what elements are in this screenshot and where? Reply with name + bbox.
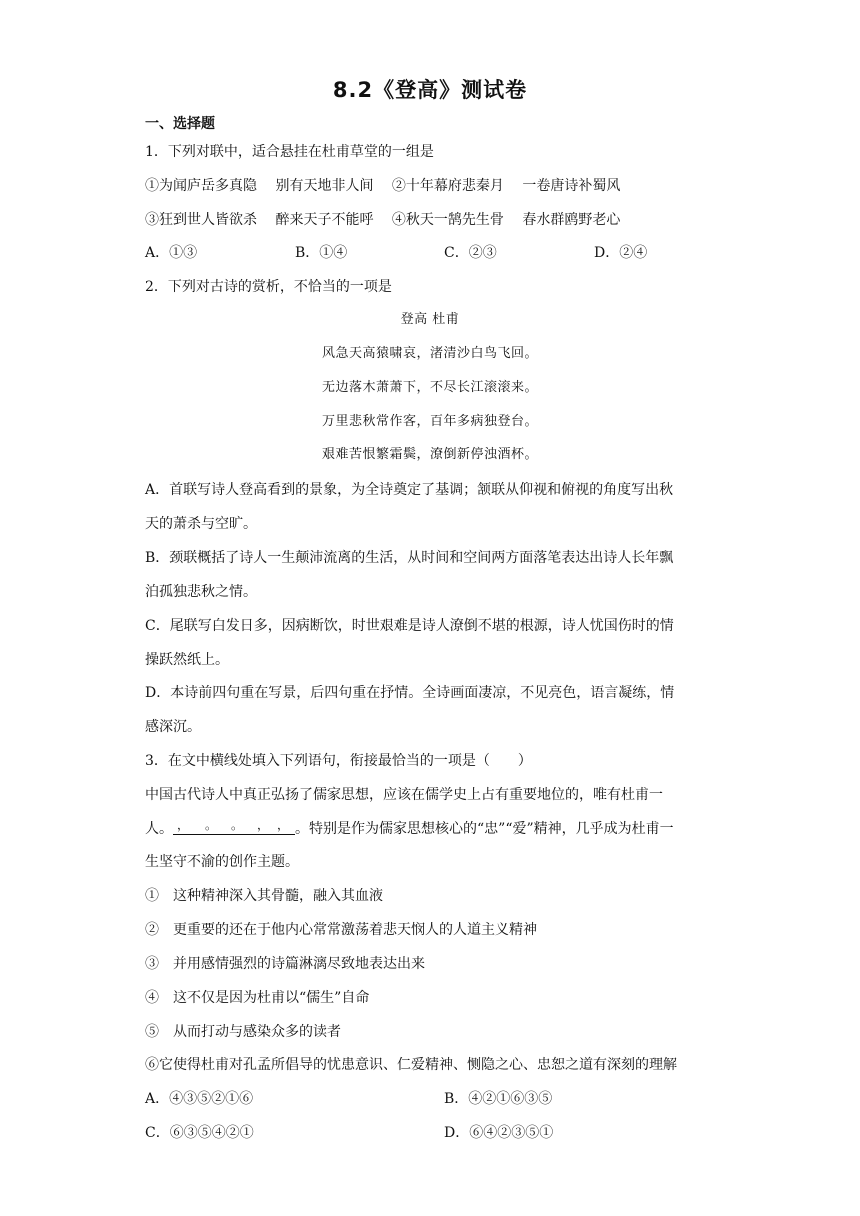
question-3-passage-1: 中国古代诗人中真正弘扬了儒家思想，应该在儒学史上占有重要地位的，唯有杜甫一 [145, 787, 663, 803]
sentence-item-1: ① 这种精神深入其骨髓，融入其血液 [145, 888, 383, 904]
passage-text: 人。 [145, 821, 173, 837]
option-a-line-2[interactable]: 天的萧杀与空旷。 [145, 516, 257, 532]
option-d-line-2[interactable]: 感深沉。 [145, 719, 201, 735]
question-3-options-row-1 [145, 1089, 720, 1109]
sentence-item-2: ② 更重要的还在于他内心常常激荡着悲天悯人的人道主义精神 [145, 922, 537, 938]
sentence-item-4: ④ 这不仅是因为杜甫以“儒生”自命 [145, 990, 370, 1006]
sentence-item-3: ③ 并用感情强烈的诗篇淋漓尽致地表达出来 [145, 956, 425, 972]
blank-mark: 。 [231, 818, 244, 832]
option-c-line-1[interactable]: C．尾联写白发日多，因病断饮，时世艰难是诗人潦倒不堪的根源，诗人忧国伤时的情 [145, 618, 674, 634]
question-1-options [145, 243, 720, 263]
question-3-passage-2 [145, 819, 720, 839]
question-3-options-row-2 [145, 1123, 720, 1143]
blank-mark: ， [257, 818, 270, 832]
sentence-item-5: ⑤ 从而打动与感染众多的读者 [145, 1024, 341, 1040]
option-c[interactable]: C．②③ [444, 245, 497, 261]
blank-mark: ， [177, 818, 190, 832]
option-c[interactable]: C．⑥③⑤④②① [145, 1125, 254, 1141]
option-c-line-2[interactable]: 操跃然纸上。 [145, 652, 229, 668]
option-b-line-2[interactable]: 泊孤独悲秋之情。 [145, 584, 257, 600]
passage-text: 。特别是作为儒家思想核心的“忠”“爱”精神，几乎成为杜甫一 [295, 821, 674, 837]
option-b[interactable]: B．④②①⑥③⑤ [444, 1091, 553, 1107]
blank-mark: 。 [205, 818, 218, 832]
option-a[interactable]: A．①③ [145, 245, 198, 261]
blank-mark: ， [277, 818, 290, 832]
option-a[interactable]: A．④③⑤②①⑥ [145, 1091, 254, 1107]
fill-blank[interactable] [173, 820, 295, 835]
option-d[interactable]: D．⑥④②③⑤① [444, 1125, 554, 1141]
question-1-couplets-1: ①为闻庐岳多真隐 别有天地非人间 ②十年幕府悲秦月 一卷唐诗补蜀风 [145, 178, 621, 194]
question-1-stem: 1．下列对联中，适合悬挂在杜甫草堂的一组是 [145, 144, 434, 160]
sentence-item-6: ⑥它使得杜甫对孔孟所倡导的忧患意识、仁爱精神、恻隐之心、忠恕之道有深刻的理解 [145, 1057, 677, 1073]
question-2-stem: 2．下列对古诗的赏析，不恰当的一项是 [145, 279, 392, 295]
poem-title: 登高 杜甫 [400, 312, 460, 327]
poem-line-1: 风急天高猿啸哀，渚清沙白鸟飞回。 [321, 346, 538, 361]
poem-line-2: 无边落木萧萧下，不尽长江滚滚来。 [321, 380, 538, 395]
option-b[interactable]: B．①④ [295, 245, 348, 261]
option-d-line-1[interactable]: D．本诗前四句重在写景，后四句重在抒情。全诗画面凄凉，不见亮色，语言凝练，情 [145, 685, 675, 701]
option-a-line-1[interactable]: A．首联写诗人登高看到的景象，为全诗奠定了基调；颔联从仰视和俯视的角度写出秋 [145, 482, 674, 498]
poem-line-3: 万里悲秋常作客，百年多病独登台。 [321, 414, 538, 429]
question-3-passage-3: 生坚守不渝的创作主题。 [145, 854, 299, 870]
option-b-line-1[interactable]: B．颈联概括了诗人一生颠沛流离的生活，从时间和空间两方面落笔表达出诗人长年飘 [145, 550, 674, 566]
section-heading: 一、选择题 [145, 116, 215, 132]
page-title: 8.2《登高》测试卷 [332, 78, 528, 102]
option-d[interactable]: D．②④ [594, 245, 648, 261]
question-1-couplets-2: ③狂到世人皆欲杀 醉来天子不能呼 ④秋天一鹄先生骨 春水群鸥野老心 [145, 212, 621, 228]
poem-line-4: 艰难苦恨繁霜鬓，潦倒新停浊酒杯。 [321, 447, 538, 462]
question-3-stem: 3．在文中横线处填入下列语句，衔接最恰当的一项是（ ） [145, 753, 532, 769]
